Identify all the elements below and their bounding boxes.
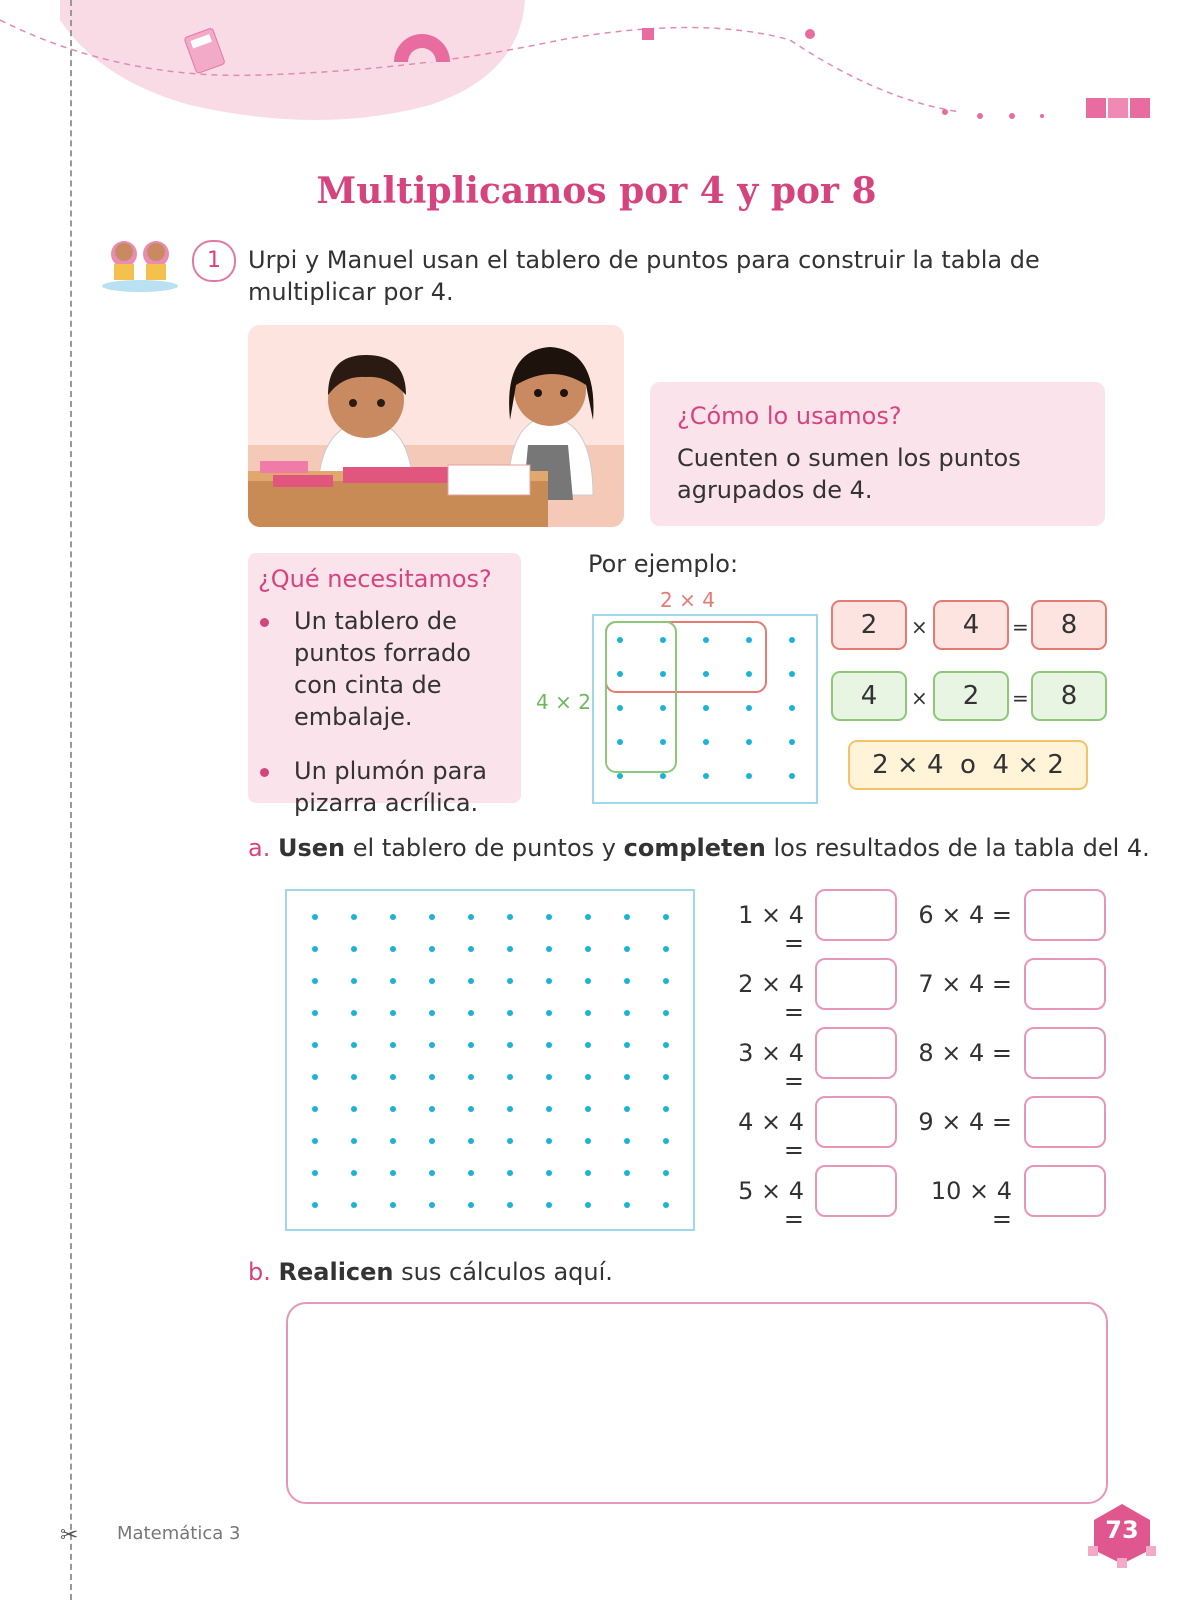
grid-dot [660,705,666,711]
grid-dot [507,946,513,952]
answer-input[interactable] [1024,1096,1106,1148]
question-text: Urpi y Manuel usan el tablero de puntos para construir la tabla de multiplicar por 4. [248,246,1040,306]
materials-list [248,605,521,841]
grid-dot [468,1074,474,1080]
equation-operand: 2 [933,671,1009,721]
question-number: 1 [192,240,236,282]
grid-dot [507,1042,513,1048]
cubes-icon [1086,98,1150,118]
grid-dot [312,1138,318,1144]
table-row-label: 4 × 4 = [738,1108,804,1164]
grid-dot [585,1202,591,1208]
grid-dot [617,705,623,711]
grid-dot [585,978,591,984]
grid-dot [390,1042,396,1048]
grid-dot [585,1138,591,1144]
grid-dot [429,1042,435,1048]
grid-dot [468,946,474,952]
table-row-label: 10 × 4 = [930,1177,1012,1233]
grid-dot [507,914,513,920]
grid-dot [624,1170,630,1176]
grid-dot [663,1202,669,1208]
part-a-text-2: los resultados de la tabla del 4. [765,834,1150,862]
grid-dot [429,1106,435,1112]
grid-dot [390,978,396,984]
grid-dot [546,1074,552,1080]
grid-dot [468,1106,474,1112]
how-to-use-box [650,382,1105,526]
table-row-label: 1 × 4 = [738,901,804,957]
grid-dot [746,773,752,779]
times-sign: × [911,615,928,639]
times-sign: × [911,686,928,710]
example-label-top: 2 × 4 [660,588,715,612]
grid-dot [429,1138,435,1144]
grid-dot [351,978,357,984]
list-item: Un plumón para pizarra acrílica. [248,755,521,819]
grid-dot [663,978,669,984]
book-name: Matemática 3 [117,1523,241,1544]
grid-dot [507,1010,513,1016]
grid-dot [507,1106,513,1112]
cut-line [70,0,72,1600]
grid-dot [703,637,709,643]
answer-input[interactable] [815,1165,897,1217]
grid-dot [312,978,318,984]
how-to-use-text: Cuenten o sumen los puntos agrupados de 4. [677,444,1021,504]
grid-dot [390,1138,396,1144]
grid-dot [663,1042,669,1048]
grid-dot [746,739,752,745]
grid-dot [789,773,795,779]
grid-dot [624,1202,630,1208]
grid-dot [663,914,669,920]
grid-dot [546,914,552,920]
grid-dot [390,1010,396,1016]
part-b-letter: b. [248,1258,271,1286]
grid-dot [585,914,591,920]
grid-dot [624,978,630,984]
grid-dot [703,671,709,677]
table-row-label: 7 × 4 = [918,970,1012,998]
grid-dot [789,739,795,745]
grid-dot [617,637,623,643]
grid-dot [663,1138,669,1144]
grid-dot [624,1106,630,1112]
table-row-label: 2 × 4 = [738,970,804,1026]
dot-board[interactable] [285,889,695,1231]
grid-dot [546,946,552,952]
equals-sign: = [1012,686,1029,710]
grid-dot [468,1042,474,1048]
table-row-label: 8 × 4 = [918,1039,1012,1067]
part-a-letter: a. [248,834,271,862]
grid-dot [663,1010,669,1016]
cube-icon [642,28,654,40]
scissors-icon: ✂ [60,1523,79,1548]
answer-input[interactable] [1024,958,1106,1010]
grid-dot [617,671,623,677]
grid-dot [351,1138,357,1144]
grid-dot [429,946,435,952]
grid-dot [746,705,752,711]
equation-operand: 4 [933,600,1009,650]
grid-dot [507,1074,513,1080]
grid-dot [585,1106,591,1112]
grid-dot [507,978,513,984]
page-title: Multiplicamos por 4 y por 8 [316,170,877,212]
grid-dot [468,978,474,984]
part-a-verb-2: completen [623,834,766,862]
grid-dot [351,1202,357,1208]
materials-box [248,553,521,817]
grid-dot [624,1074,630,1080]
grid-dot [789,637,795,643]
equation-operand: 2 [831,600,907,650]
grid-dot [585,946,591,952]
grid-dot [585,1074,591,1080]
grid-dot [507,1202,513,1208]
grid-dot [351,1010,357,1016]
grid-dot [663,1170,669,1176]
grid-dot [663,1074,669,1080]
table-row-label: 5 × 4 = [738,1177,804,1233]
grid-dot [507,1170,513,1176]
grid-dot [546,1010,552,1016]
list-item: Un tablero de puntos forrado con cinta de embalaje. [248,605,521,733]
grid-dot [429,914,435,920]
commutative-box: 2 × 4 o 4 × 2 [848,740,1088,790]
answer-input[interactable] [1024,889,1106,941]
grid-dot [624,946,630,952]
grid-dot [429,978,435,984]
answer-input[interactable] [815,958,897,1010]
grid-dot [429,1202,435,1208]
grid-dot [429,1010,435,1016]
grid-dot [789,705,795,711]
grid-dot [312,1010,318,1016]
grid-dot [351,1106,357,1112]
example-label: Por ejemplo: [588,550,739,578]
grid-dot [312,1042,318,1048]
grid-dot [468,1202,474,1208]
grid-dot [468,1170,474,1176]
table-row-label: 9 × 4 = [918,1108,1012,1136]
grid-dot [351,946,357,952]
grid-dot [351,914,357,920]
grid-dot [312,1106,318,1112]
grid-dot [660,671,666,677]
grid-dot [660,637,666,643]
grid-dot [468,1138,474,1144]
grid-dot [624,1138,630,1144]
grid-dot [390,1170,396,1176]
grid-dot [312,1170,318,1176]
grid-dot [624,1042,630,1048]
grid-dot [429,1170,435,1176]
grid-dot [746,637,752,643]
grid-dot [660,739,666,745]
how-to-use-heading: ¿Cómo lo usamos? [677,402,902,430]
grid-dot [617,773,623,779]
grid-dot [624,1010,630,1016]
materials-heading: ¿Qué necesitamos? [258,565,492,593]
equation-result: 8 [1031,671,1107,721]
grid-dot [546,1106,552,1112]
table-row-label: 6 × 4 = [918,901,1012,929]
grid-dot [617,739,623,745]
grid-dot [312,1074,318,1080]
grid-dot [390,946,396,952]
grid-dot [546,978,552,984]
grid-dot [390,1202,396,1208]
grid-dot [390,1106,396,1112]
bead-icon [805,29,815,39]
header-decoration [0,0,1193,140]
part-a-text-1: el tablero de puntos y [345,834,624,862]
grid-dot [663,1106,669,1112]
grid-dot [703,773,709,779]
grid-dot [546,1202,552,1208]
grid-dot [624,914,630,920]
grid-dot [351,1074,357,1080]
answer-input[interactable] [1024,1027,1106,1079]
calculation-area[interactable] [286,1302,1108,1504]
page-number: 73 [1105,1516,1139,1544]
grid-dot [585,1170,591,1176]
grid-dot [585,1042,591,1048]
grid-dot [429,1074,435,1080]
example-label-left: 4 × 2 [536,690,591,714]
grid-dot [468,1010,474,1016]
grid-dot [312,946,318,952]
grid-dot [351,1170,357,1176]
equation-result: 8 [1031,600,1107,650]
answer-input[interactable] [815,889,897,941]
answer-input[interactable] [815,1096,897,1148]
kids-reading-icon [100,234,180,294]
answer-input[interactable] [815,1027,897,1079]
part-b-instruction [248,1258,613,1286]
equation-operand: 4 [831,671,907,721]
equals-sign: = [1012,615,1029,639]
grid-dot [663,946,669,952]
grid-dot [660,773,666,779]
part-a-instruction [248,834,1150,862]
grid-dot [546,1170,552,1176]
example-dot-board [592,614,818,804]
grid-dot [390,1074,396,1080]
grid-dot [468,914,474,920]
grid-dot [546,1042,552,1048]
part-b-text: sus cálculos aquí. [393,1258,613,1286]
children-illustration [248,325,624,527]
part-a-verb-1: Usen [277,834,346,862]
answer-input[interactable] [1024,1165,1106,1217]
grid-dot [746,671,752,677]
grid-dot [507,1138,513,1144]
grid-dot [390,914,396,920]
part-b-verb: Realicen [278,1258,394,1286]
grid-dot [351,1042,357,1048]
table-row-label: 3 × 4 = [738,1039,804,1095]
grid-dot [546,1138,552,1144]
grid-dot [789,671,795,677]
grid-dot [312,1202,318,1208]
grid-dot [585,1010,591,1016]
grid-dot [703,705,709,711]
grid-dot [312,914,318,920]
grid-dot [703,739,709,745]
